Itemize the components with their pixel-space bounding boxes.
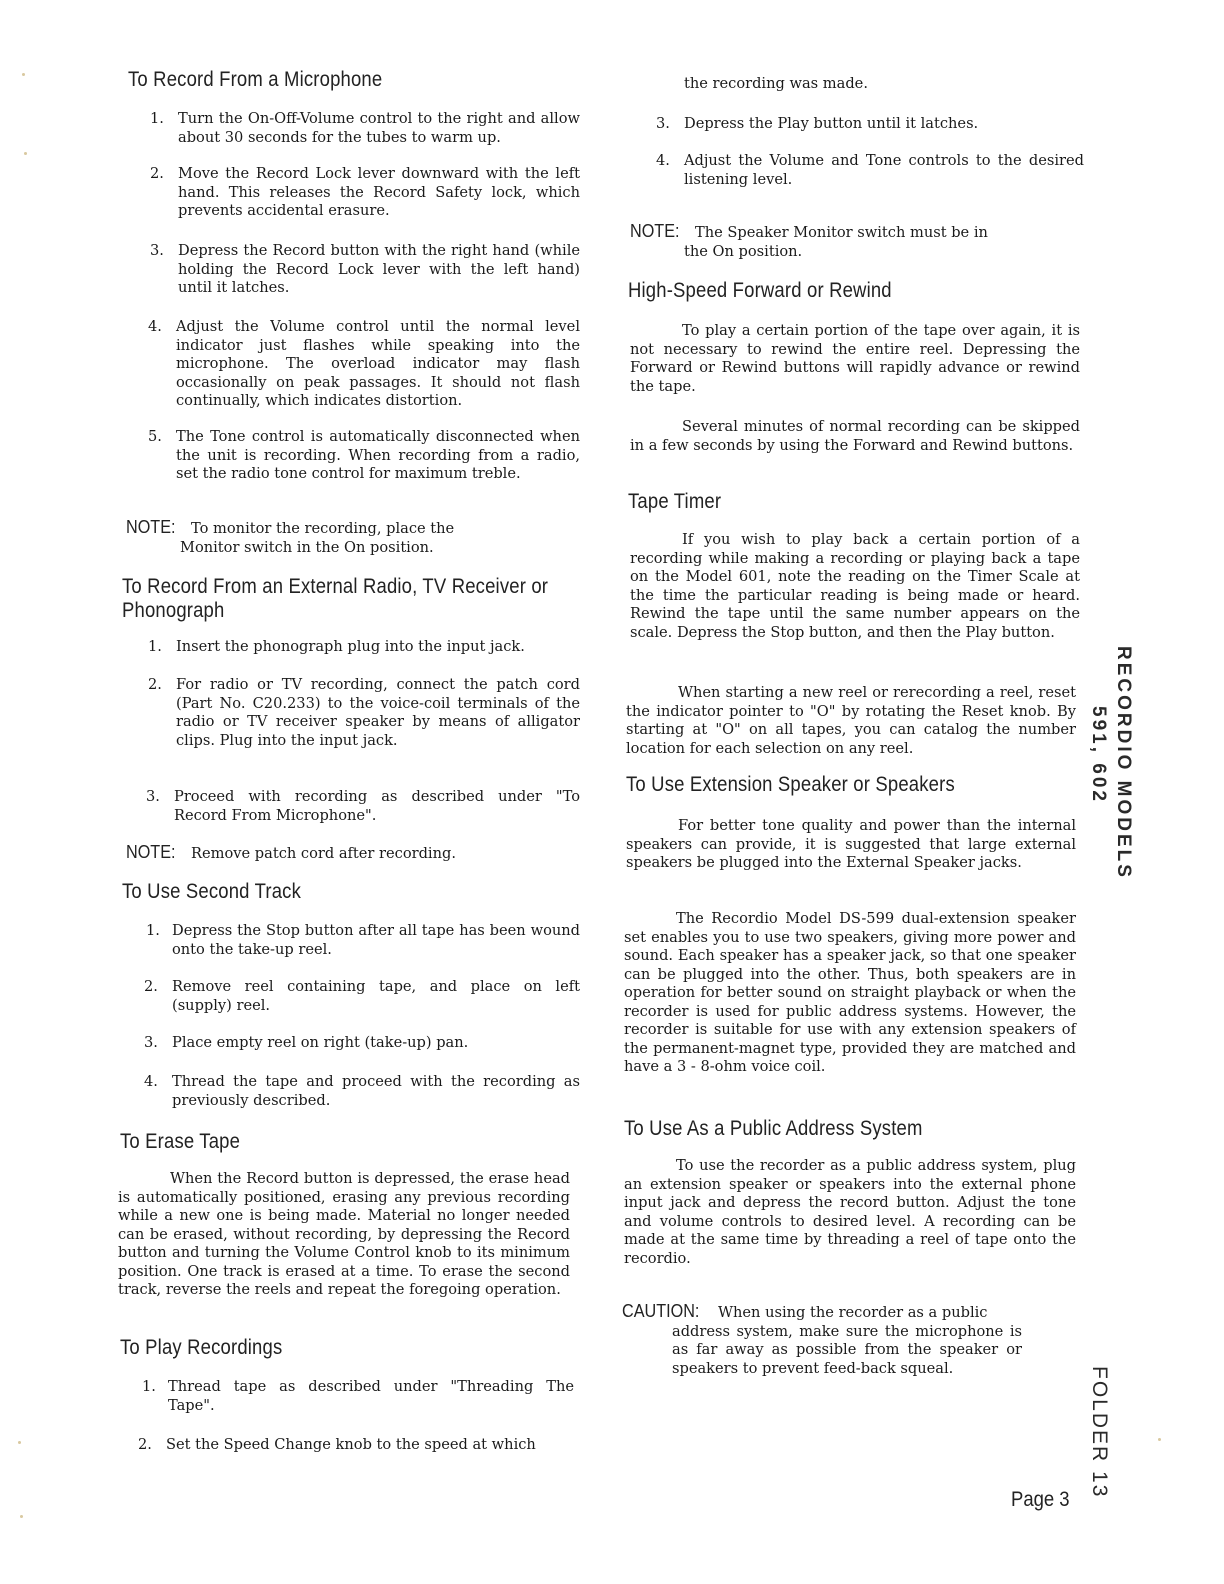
list-item [148,638,580,657]
list-item-text: Adjust the Volume control until the normal level indicator just flashes while speaking into the microphone. The overload indicator may flash occasionally on peak passages. It should not flash continually, which indicates distortion. [176,318,580,409]
folder-label: FOLDER 13 [1088,1366,1111,1499]
public-address-paragraph: To use the recorder as a public address system, plug an extension speaker or speakers into the external phone input jack and depress the record button. Adjust the tone and volume controls to desired level. A recording can be made at the same time by threading a reel of tape onto the recordio. [624,1157,1076,1267]
list-item [144,1073,580,1110]
list-item-text: Thread the tape and proceed with the recording as previously described. [172,1073,580,1109]
extension-speaker-paragraph-2: The Recordio Model DS-599 dual-extension speaker set enables you to use two speakers, giving more power and sound. Each speaker has a speaker jack, so that one speaker can be plugged into the other. Thus, both speakers are in operation for better sound on straight playback or when the recorder is used for public address systems. However, the recorder is suitable for use with any extension speakers of the permanent-magnet type, provided they are matched and have a 3 - 8-ohm voice coil. [624,910,1076,1075]
list-item-text: Insert the phonograph plug into the input jack. [176,638,525,655]
list-item-text: For radio or TV recording, connect the patch cord (Part No. C20.233) to the voice-coil terminals of the radio or TV receiver speaker by means of alligator clips. Plug into the input jack. [176,676,580,749]
side-title-models: RECORDIO MODELS [1113,646,1134,880]
list-item-number: 1. [148,638,162,655]
list-item-number: 2. [138,1436,152,1453]
caution-label: CAUTION: [622,1301,700,1321]
tape-timer-paragraph-1: If you wish to play back a certain portion of a recording while making a recording or playing back a tape on the Model 601, note the reading on the Timer Scale at the time the particular reading is being made or heard. Rewind the tape until the same number appears on the scale. Depress the Stop button, and then the Play button. [630,531,1080,641]
list-item-text: Depress the Record button with the right hand (while holding the Record Lock lever with the left hand) until it latches. [178,242,580,296]
caution-note [622,1302,1032,1378]
heading-record-microphone: To Record From a Microphone [128,68,383,91]
note-text-continued: Monitor switch in the On position. [180,538,434,556]
list-item-number: 4. [144,1073,158,1090]
list-item-text: Turn the On-Off-Volume control to the right and allow about 30 seconds for the tubes to warm up. [178,110,580,146]
list-item [146,788,580,825]
heading-tape-timer: Tape Timer [628,490,722,513]
list-item [656,115,1084,134]
list-item-text: Proceed with recording as described under "To Record From Microphone". [174,788,580,824]
list-item-text: Thread tape as described under "Threading The Tape". [168,1378,574,1414]
caution-text: When using the recorder as a public [718,1304,988,1321]
heading-record-external: To Record From an External Radio, TV Receiver or Phonograph [122,575,549,622]
list-item-number: 1. [146,922,160,939]
list-item [148,676,580,750]
list-item-number: 3. [146,788,160,805]
scan-speck [20,1515,23,1518]
scan-speck [24,152,27,155]
tape-timer-paragraph-2: When starting a new reel or rerecording a reel, reset the indicator pointer to "O" by rotating the Reset knob. By starting at "O" on all tapes, you can catalog the number location for each selection on any reel. [626,684,1076,757]
extension-speaker-paragraph-1: For better tone quality and power than the internal speakers can provide, it is suggested that large external speakers be plugged into the External Speaker jacks. [626,817,1076,871]
list-item [150,110,580,147]
caution-text-continued: address system, make sure the microphone is as far away as possible from the speaker or speakers to prevent feed-back squeal. [672,1322,1022,1377]
note-text: Remove patch cord after recording. [191,845,456,862]
list-item-text: Move the Record Lock lever downward with the left hand. This releases the Record Safety lock, which prevents accidental erasure. [178,165,580,219]
list-item-text: Remove reel containing tape, and place on left (supply) reel. [172,978,580,1014]
list-item [150,242,580,298]
list-item [148,318,580,411]
note-text-continued: the On position. [684,242,803,260]
note-patch-cord [126,843,556,864]
note-text: The Speaker Monitor switch must be in [695,224,988,241]
erase-tape-paragraph: When the Record button is depressed, the erase head is automatically positioned, erasing any previous recording while a new one is being made. Material no longer needed can be erased, without recording, by depressing the Record button and turning the Volume Control knob to its minimum position. One track is erased at a time. To erase the second track, reverse the reels and repeat the foregoing operation. [118,1170,570,1298]
list-item [138,1436,574,1455]
list-item-number: 2. [144,978,158,995]
scan-speck [22,73,25,76]
list-item-text: Depress the Play button until it latches. [684,115,979,132]
note-label: NOTE: [126,842,176,862]
scan-speck [1158,1438,1161,1441]
list-item-number: 1. [150,110,164,127]
heading-extension-speaker: To Use Extension Speaker or Speakers [626,773,955,796]
list-item-text: Depress the Stop button after all tape has been wound onto the take-up reel. [172,922,580,958]
list-item [148,428,580,484]
heading-erase-tape: To Erase Tape [120,1130,241,1153]
side-title-numbers: 591, 602 [1088,706,1109,804]
list-item-text: Place empty reel on right (take-up) pan. [172,1034,469,1051]
list-item [656,152,1084,189]
note-text: To monitor the recording, place the [191,520,455,537]
heading-high-speed: High-Speed Forward or Rewind [628,279,892,302]
list-item-number: 2. [150,165,164,182]
list-item [146,922,580,959]
list-item-number: 3. [150,242,164,259]
heading-public-address: To Use As a Public Address System [624,1117,923,1140]
list-item-number: 1. [142,1378,156,1395]
list-item-text: Set the Speed Change knob to the speed at which [166,1436,536,1453]
list-item-number: 3. [144,1034,158,1051]
high-speed-paragraph-2: Several minutes of normal recording can be skipped in a few seconds by using the Forward and Rewind buttons. [630,418,1080,454]
scan-speck [18,1441,21,1444]
note-monitor [126,518,546,557]
list-item-number: 3. [656,115,670,132]
note-label: NOTE: [126,517,176,537]
list-item-text: The Tone control is automatically disconnected when the unit is recording. When recording from a radio, set the radio tone control for maximum treble. [176,428,580,482]
list-item-text: Adjust the Volume and Tone controls to the desired listening level. [684,152,1084,188]
heading-play-recordings: To Play Recordings [120,1336,283,1359]
list-item-number: 2. [148,676,162,693]
list-item [144,1034,580,1053]
high-speed-paragraph-1: To play a certain portion of the tape over again, it is not necessary to rewind the entire reel. Depressing the Forward or Rewind buttons will rapidly advance or rewind the tape. [630,322,1080,395]
heading-second-track: To Use Second Track [122,880,301,903]
page-number: Page 3 [1011,1488,1070,1511]
list-item [142,1378,574,1415]
continued-text: the recording was made. [684,75,868,92]
list-item [150,165,580,221]
note-speaker-monitor [630,222,1050,261]
list-item-number: 4. [148,318,162,335]
note-label: NOTE: [630,221,680,241]
list-item [144,978,580,1015]
list-item-number: 4. [656,152,670,169]
list-item-number: 5. [148,428,162,445]
